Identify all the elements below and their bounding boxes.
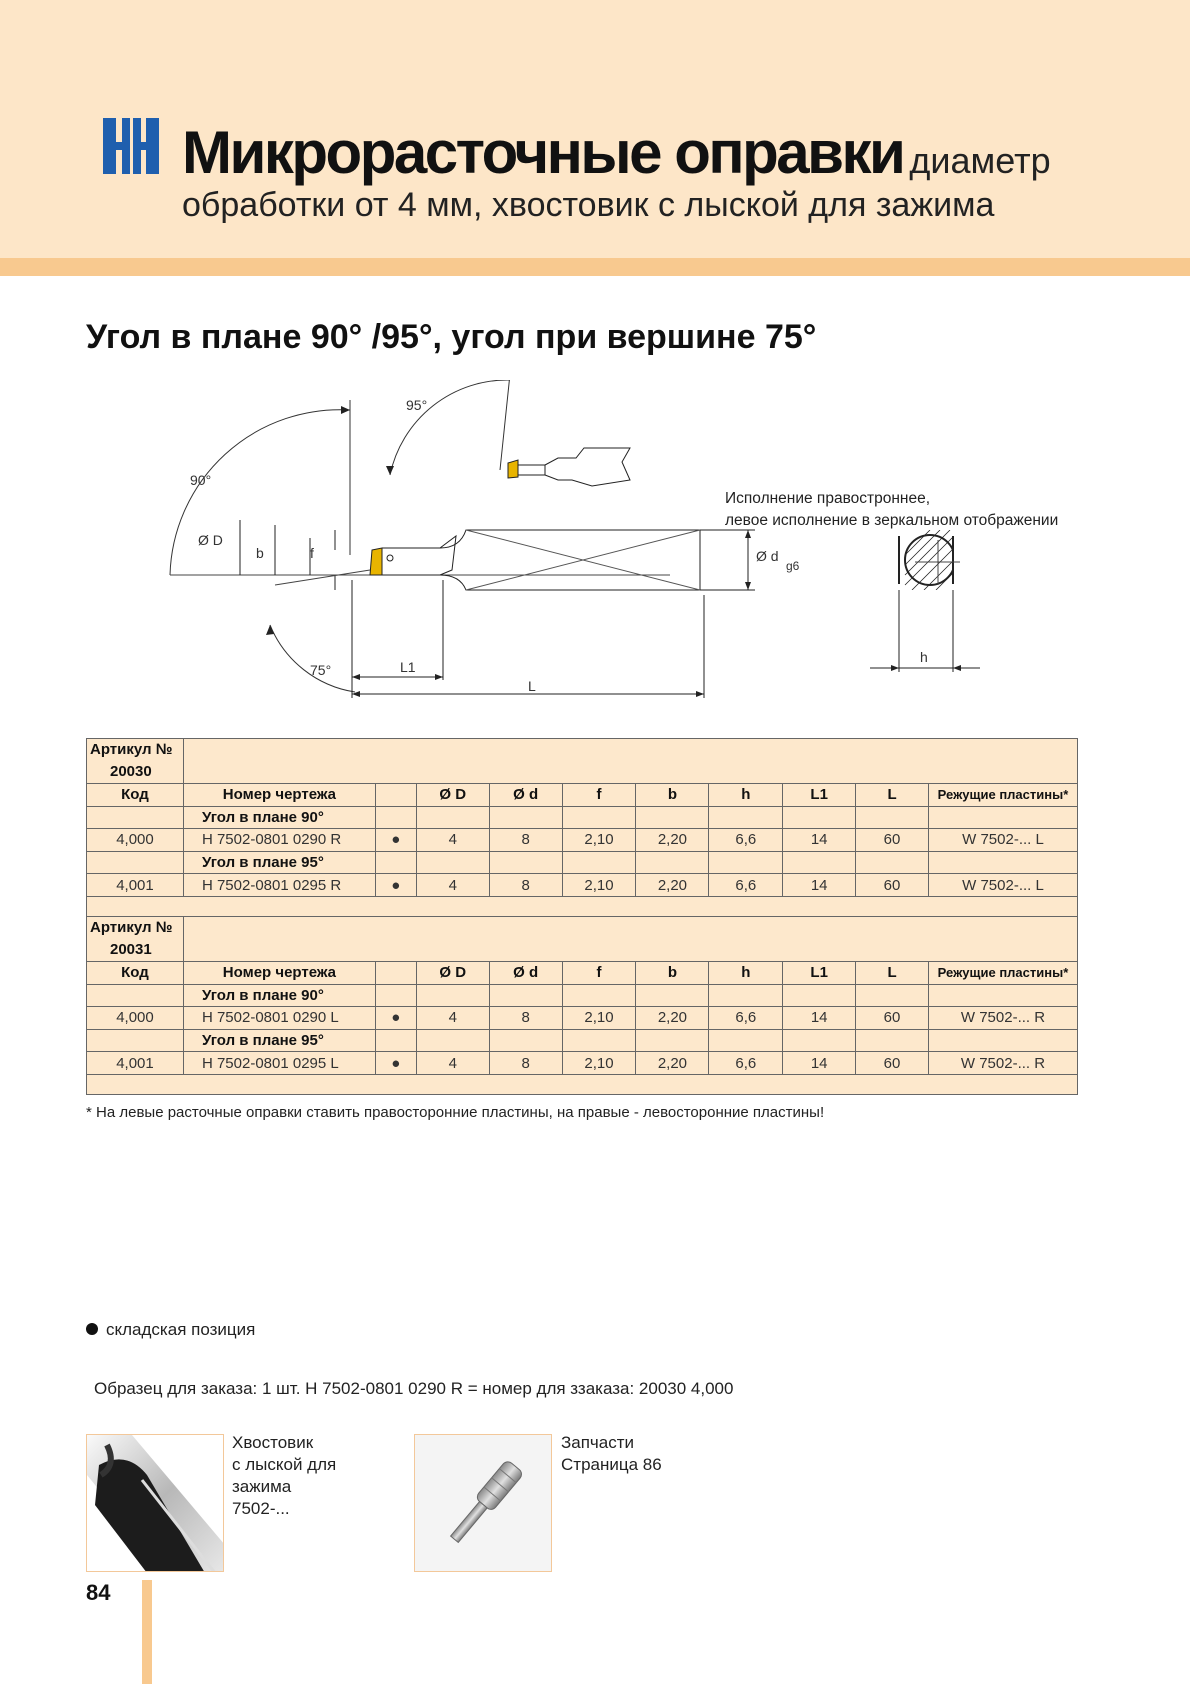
angle-75-label: 75° [310, 662, 332, 678]
stock-legend [86, 1320, 255, 1340]
execution-note-line1: Исполнение правостроннее, [725, 490, 931, 507]
dim-f-label: f [310, 545, 314, 561]
article-cell: Артикул № 20031 [87, 916, 184, 961]
table-row: 4,001 H 7502-0801 0295 R ● 4 8 2,10 2,20 6,6 14 60 W 7502-... L [87, 874, 1078, 897]
subheading-row: Угол в плане 90° [87, 984, 1078, 1007]
page-subtitle: обработки от 4 мм, хвостовик с лыской для зажима [182, 186, 995, 224]
stock-dot: ● [375, 1052, 416, 1075]
header-row: Код Номер чертежа Ø D Ø d f b h L1 L Режущие пластины* [87, 961, 1078, 984]
header-row: Код Номер чертежа Ø D Ø d f b h L1 L Режущие пластины* [87, 784, 1078, 807]
stock-dot: ● [375, 1007, 416, 1030]
dim-g6-label: g6 [786, 559, 800, 573]
shank-photo [86, 1434, 224, 1572]
table-row: 4,000 H 7502-0801 0290 L ● 4 8 2,10 2,20 6,6 14 60 W 7502-... R [87, 1007, 1078, 1030]
stock-dot: ● [375, 829, 416, 852]
article-row [87, 916, 1078, 961]
table-row: 4,001 H 7502-0801 0295 L ● 4 8 2,10 2,20 6,6 14 60 W 7502-... R [87, 1052, 1078, 1075]
page-number: 84 [86, 1580, 111, 1605]
subheading-row: Угол в плане 95° [87, 1029, 1078, 1052]
dim-h-label: h [920, 649, 928, 665]
header-stripe [0, 258, 1190, 276]
article-row [87, 739, 1078, 784]
spacer-row [87, 1074, 1078, 1094]
spare-parts-caption: Запчасти Страница 86 [561, 1433, 662, 1474]
table-footnote: * На левые расточные оправки ставить правосторонние пластины, на правые - левосторонние пластины! [86, 1104, 825, 1121]
article-cell: Артикул № 20030 [87, 739, 184, 784]
dim-L1-label: L1 [400, 659, 416, 675]
brand-logo [103, 118, 159, 174]
page-title [182, 118, 1051, 187]
dim-b-label: b [256, 545, 264, 561]
order-example: Образец для заказа: 1 шт. H 7502-0801 0290 R = номер для ззаказа: 20030 4,000 [94, 1379, 734, 1398]
section-heading: Угол в плане 90° /95°, угол при вершине 75° [86, 318, 817, 356]
technical-drawing [160, 380, 1040, 720]
shank-caption: Хвостовик с лыской для зажима 7502-... [232, 1433, 337, 1518]
dim-L-label: L [528, 678, 536, 694]
stock-dot-icon [86, 1323, 98, 1335]
page-bar [142, 1580, 152, 1684]
dim-D-label: Ø D [198, 532, 223, 548]
execution-note [725, 488, 1058, 532]
dim-d-label: Ø d [756, 548, 779, 564]
subheading-row: Угол в плане 95° [87, 851, 1078, 874]
subheading-row: Угол в плане 90° [87, 806, 1078, 829]
angle-95-label: 95° [406, 397, 428, 413]
stock-dot: ● [375, 874, 416, 897]
stock-legend-label: складская позиция [106, 1320, 256, 1339]
article-spacer [183, 916, 1077, 961]
spacer-row [87, 896, 1078, 916]
execution-note-line2: левое исполнение в зеркальном отображении [725, 512, 1059, 529]
article-spacer [183, 739, 1077, 784]
title-tail: диаметр [909, 140, 1051, 181]
table-row: 4,000 H 7502-0801 0290 R ● 4 8 2,10 2,20 6,6 14 60 W 7502-... L [87, 829, 1078, 852]
spare-parts-photo [414, 1434, 552, 1572]
title-main: Микрорасточные оправки [182, 119, 904, 186]
spec-table [86, 738, 1078, 1095]
angle-90-label: 90° [190, 472, 212, 488]
